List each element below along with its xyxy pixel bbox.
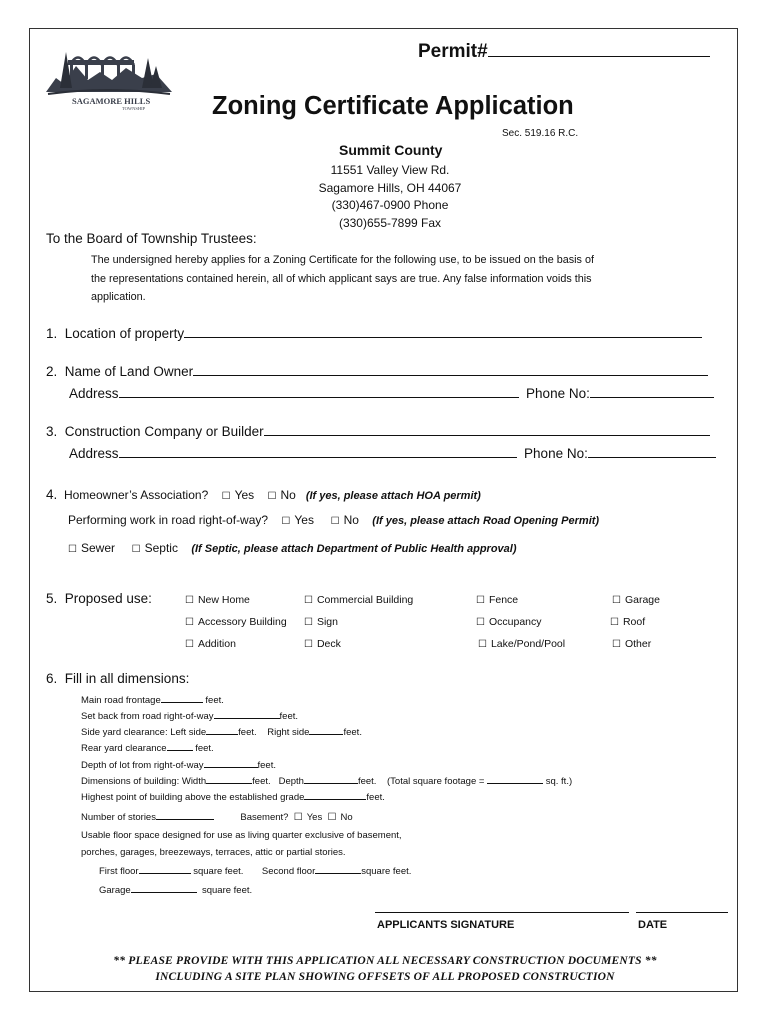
garage-sqft-row bbox=[99, 882, 252, 896]
septic-note: (If Septic, please attach Department of Public Health approval) bbox=[191, 543, 517, 555]
use-option-addition[interactable]: ☐ Addition bbox=[185, 638, 236, 650]
county-name: Summit County bbox=[339, 142, 443, 158]
use-option-label: Occupancy bbox=[488, 616, 542, 628]
address-line-phone: (330)467-0900 Phone bbox=[331, 198, 449, 212]
basement-yes-label: Yes bbox=[306, 812, 323, 823]
total-sqft-input-line[interactable] bbox=[487, 773, 543, 784]
intro-paragraph bbox=[91, 251, 594, 307]
signature-line[interactable] bbox=[375, 912, 629, 913]
frontage-label: Main road frontage bbox=[81, 695, 161, 706]
use-option-new-home[interactable]: ☐ New Home bbox=[185, 594, 250, 606]
q5-number: 5. bbox=[46, 591, 58, 606]
use-option-garage[interactable]: ☐ Garage bbox=[612, 594, 660, 606]
highest-point-row bbox=[81, 789, 385, 803]
q4-number: 4. bbox=[46, 487, 58, 502]
rear-yard-label: Rear yard clearance bbox=[81, 743, 167, 754]
square-feet-unit: square feet. bbox=[361, 866, 412, 877]
use-option-accessory[interactable]: ☐ Accessory Building bbox=[185, 616, 287, 628]
floor-sqft-row bbox=[99, 863, 411, 877]
office-address bbox=[300, 162, 480, 232]
right-side-input-line[interactable] bbox=[309, 724, 343, 735]
sqft-unit: sq. ft.) bbox=[545, 776, 573, 787]
row-yes-checkbox[interactable]: ☐ bbox=[281, 516, 291, 527]
owner-phone-label: Phone No: bbox=[526, 386, 590, 401]
signature-label: APPLICANTS SIGNATURE bbox=[377, 919, 515, 931]
basement-label: Basement? bbox=[240, 812, 289, 823]
builder-phone-input-line[interactable] bbox=[588, 443, 716, 458]
stories-input-line[interactable] bbox=[156, 809, 214, 820]
feet-unit: feet. bbox=[257, 760, 276, 771]
left-side-input-line[interactable] bbox=[206, 724, 238, 735]
hoa-no-checkbox[interactable]: ☐ bbox=[267, 491, 277, 502]
row-no-label: No bbox=[343, 513, 359, 527]
intro-line: The undersigned hereby applies for a Zoning Certificate for the following use, to be issued on the basis of bbox=[91, 254, 594, 266]
q1-location bbox=[46, 323, 702, 341]
frontage-row bbox=[81, 692, 224, 706]
use-option-label: Deck bbox=[316, 638, 341, 650]
feet-unit: feet. bbox=[366, 792, 385, 803]
row-no-checkbox[interactable]: ☐ bbox=[330, 516, 340, 527]
garage-input-line[interactable] bbox=[131, 882, 197, 893]
hoa-yes-label: Yes bbox=[234, 488, 255, 502]
section-reference: Sec. 519.16 R.C. bbox=[502, 128, 579, 139]
use-option-label: New Home bbox=[197, 594, 250, 606]
builder-address-input-line[interactable] bbox=[119, 443, 517, 458]
right-of-way-label: Performing work in road right-of-way? bbox=[68, 513, 269, 527]
page-title: Zoning Certificate Application bbox=[212, 92, 574, 120]
permit-label: Permit# bbox=[418, 41, 488, 62]
use-option-lake-pond-pool[interactable]: ☐ Lake/Pond/Pool bbox=[478, 638, 566, 650]
bridge-landscape-icon bbox=[46, 44, 172, 96]
logo-name: SAGAMORE HILLS bbox=[72, 96, 151, 106]
usable-floor-text bbox=[81, 827, 402, 861]
total-sqft-label: (Total square footage = bbox=[387, 776, 485, 787]
q2-number: 2. bbox=[46, 364, 58, 379]
use-option-label: Sign bbox=[316, 616, 338, 628]
building-dims-row bbox=[81, 773, 572, 787]
use-option-label: Roof bbox=[622, 616, 646, 628]
hoa-yes-checkbox[interactable]: ☐ bbox=[221, 491, 231, 502]
use-option-roof[interactable]: ☐ Roof bbox=[610, 616, 646, 628]
septic-checkbox[interactable]: ☐ bbox=[131, 544, 141, 555]
q6-label: Fill in all dimensions: bbox=[64, 671, 190, 686]
q2-owner bbox=[46, 361, 708, 379]
side-yard-label: Side yard clearance: Left side bbox=[81, 727, 207, 738]
setback-label: Set back from road right-of-way bbox=[81, 711, 214, 722]
q3-address-row bbox=[69, 443, 716, 461]
address-line-street: 11551 Valley View Rd. bbox=[330, 163, 450, 177]
use-option-occupancy[interactable]: ☐ Occupancy bbox=[476, 616, 542, 628]
highest-point-label: Highest point of building above the established grade bbox=[81, 792, 305, 803]
feet-unit: feet. bbox=[357, 776, 377, 787]
setback-row bbox=[81, 708, 298, 722]
hoa-note: (If yes, please attach HOA permit) bbox=[305, 490, 481, 502]
q3-label: Construction Company or Builder bbox=[64, 424, 264, 439]
basement-no-checkbox[interactable]: ☐ bbox=[327, 812, 337, 823]
depth-lot-input-line[interactable] bbox=[204, 757, 258, 768]
builder-address-label: Address bbox=[69, 446, 119, 461]
q6-dimensions bbox=[46, 671, 189, 686]
setback-input-line[interactable] bbox=[214, 708, 280, 719]
township-logo bbox=[46, 44, 172, 114]
square-feet-unit: square feet. bbox=[201, 885, 253, 896]
date-label: DATE bbox=[638, 919, 668, 931]
q3-number: 3. bbox=[46, 424, 58, 439]
first-floor-label: First floor bbox=[99, 866, 139, 877]
owner-address-input-line[interactable] bbox=[119, 383, 519, 398]
logo-sub: TOWNSHIP bbox=[122, 106, 146, 111]
right-side-label: Right side bbox=[267, 727, 310, 738]
q2-label: Name of Land Owner bbox=[64, 364, 194, 379]
first-floor-input-line[interactable] bbox=[139, 863, 191, 874]
second-floor-input-line[interactable] bbox=[315, 863, 361, 874]
side-yard-row bbox=[81, 724, 362, 738]
usable-line-1: Usable floor space designed for use as living quarter exclusive of basement, bbox=[81, 830, 402, 841]
builder-phone-label: Phone No: bbox=[524, 446, 588, 461]
owner-address-label: Address bbox=[69, 386, 119, 401]
feet-unit: feet. bbox=[205, 695, 224, 706]
builder-name-input-line[interactable] bbox=[264, 421, 710, 436]
q6-number: 6. bbox=[46, 671, 58, 686]
depth-input-line[interactable] bbox=[304, 773, 358, 784]
depth-lot-label: Depth of lot from right-of-way bbox=[81, 760, 204, 771]
basement-no-label: No bbox=[340, 812, 353, 823]
q5-label: Proposed use: bbox=[64, 591, 152, 606]
stories-label: Number of stories bbox=[81, 812, 156, 823]
use-option-label: Addition bbox=[197, 638, 236, 650]
usable-line-2: porches, garages, breezeways, terraces, attic or partial stories. bbox=[81, 847, 346, 858]
feet-unit: feet. bbox=[252, 776, 271, 787]
use-option-label: Accessory Building bbox=[197, 616, 287, 628]
feet-unit: feet. bbox=[195, 743, 214, 754]
building-width-label: Dimensions of building: Width bbox=[81, 776, 207, 787]
date-line[interactable] bbox=[636, 912, 728, 913]
q4-hoa-row bbox=[46, 487, 481, 502]
basement-yes-checkbox[interactable]: ☐ bbox=[293, 812, 303, 823]
intro-line: the representations contained herein, all of which applicant says are true. Any false information voids this bbox=[91, 272, 592, 285]
width-input-line[interactable] bbox=[206, 773, 252, 784]
q5-proposed-use bbox=[46, 591, 152, 606]
rear-yard-row bbox=[81, 740, 214, 754]
use-option-fence[interactable]: ☐ Fence bbox=[476, 594, 519, 606]
footer-note-line-1: ** PLEASE PROVIDE WITH THIS APPLICATION ALL NECESSARY CONSTRUCTION DOCUMENTS ** bbox=[113, 955, 657, 967]
use-option-label: Fence bbox=[488, 594, 519, 606]
use-option-other[interactable]: ☐ Other bbox=[612, 638, 652, 650]
frontage-input-line[interactable] bbox=[161, 692, 203, 703]
use-option-deck[interactable]: ☐ Deck bbox=[304, 638, 341, 650]
feet-unit: feet. bbox=[279, 711, 299, 722]
q1-number: 1. bbox=[46, 326, 58, 341]
square-feet-unit: square feet. bbox=[193, 866, 244, 877]
building-depth-label: Depth bbox=[278, 776, 304, 787]
row-yes-label: Yes bbox=[294, 513, 314, 527]
hoa-no-label: No bbox=[280, 488, 296, 502]
use-option-commercial[interactable]: ☐ Commercial Building bbox=[304, 594, 414, 606]
feet-unit: feet. bbox=[343, 727, 362, 738]
q3-builder bbox=[46, 421, 710, 439]
highest-point-input-line[interactable] bbox=[304, 789, 366, 800]
address-line-fax: (330)655-7899 Fax bbox=[338, 215, 442, 230]
use-option-label: Other bbox=[624, 638, 652, 650]
use-option-label: Lake/Pond/Pool bbox=[490, 638, 566, 650]
sewer-checkbox[interactable]: ☐ bbox=[68, 544, 77, 555]
sewer-label: Sewer bbox=[80, 541, 115, 555]
right-of-way-note: (If yes, please attach Road Opening Permit) bbox=[372, 515, 600, 527]
septic-label: Septic bbox=[144, 541, 178, 555]
depth-lot-row bbox=[81, 757, 276, 771]
permit-field[interactable] bbox=[418, 38, 710, 63]
location-input-line[interactable] bbox=[184, 323, 702, 338]
owner-phone-input-line[interactable] bbox=[590, 383, 714, 398]
feet-unit: feet. bbox=[238, 727, 257, 738]
use-option-label: Commercial Building bbox=[316, 594, 414, 606]
q2-address-row bbox=[69, 383, 714, 401]
second-floor-label: Second floor bbox=[261, 866, 316, 877]
stories-row bbox=[81, 809, 353, 823]
q1-label: Location of property bbox=[64, 326, 185, 341]
garage-label: Garage bbox=[99, 885, 131, 896]
footer-note-line-2: INCLUDING A SITE PLAN SHOWING OFFSETS OF ALL PROPOSED CONSTRUCTION bbox=[155, 971, 615, 983]
salutation: To the Board of Township Trustees: bbox=[46, 231, 257, 246]
use-option-label: Garage bbox=[624, 594, 660, 606]
permit-number-line[interactable] bbox=[488, 38, 710, 57]
q4-sewer-row bbox=[68, 541, 517, 555]
owner-name-input-line[interactable] bbox=[193, 361, 708, 376]
use-option-sign[interactable]: ☐ Sign bbox=[304, 616, 338, 628]
hoa-label: Homeowner’s Association? bbox=[63, 488, 209, 502]
address-line-city: Sagamore Hills, OH 44067 bbox=[318, 180, 462, 195]
q4-row-row bbox=[68, 513, 599, 527]
intro-line: application. bbox=[91, 291, 146, 303]
rear-yard-input-line[interactable] bbox=[167, 740, 193, 751]
